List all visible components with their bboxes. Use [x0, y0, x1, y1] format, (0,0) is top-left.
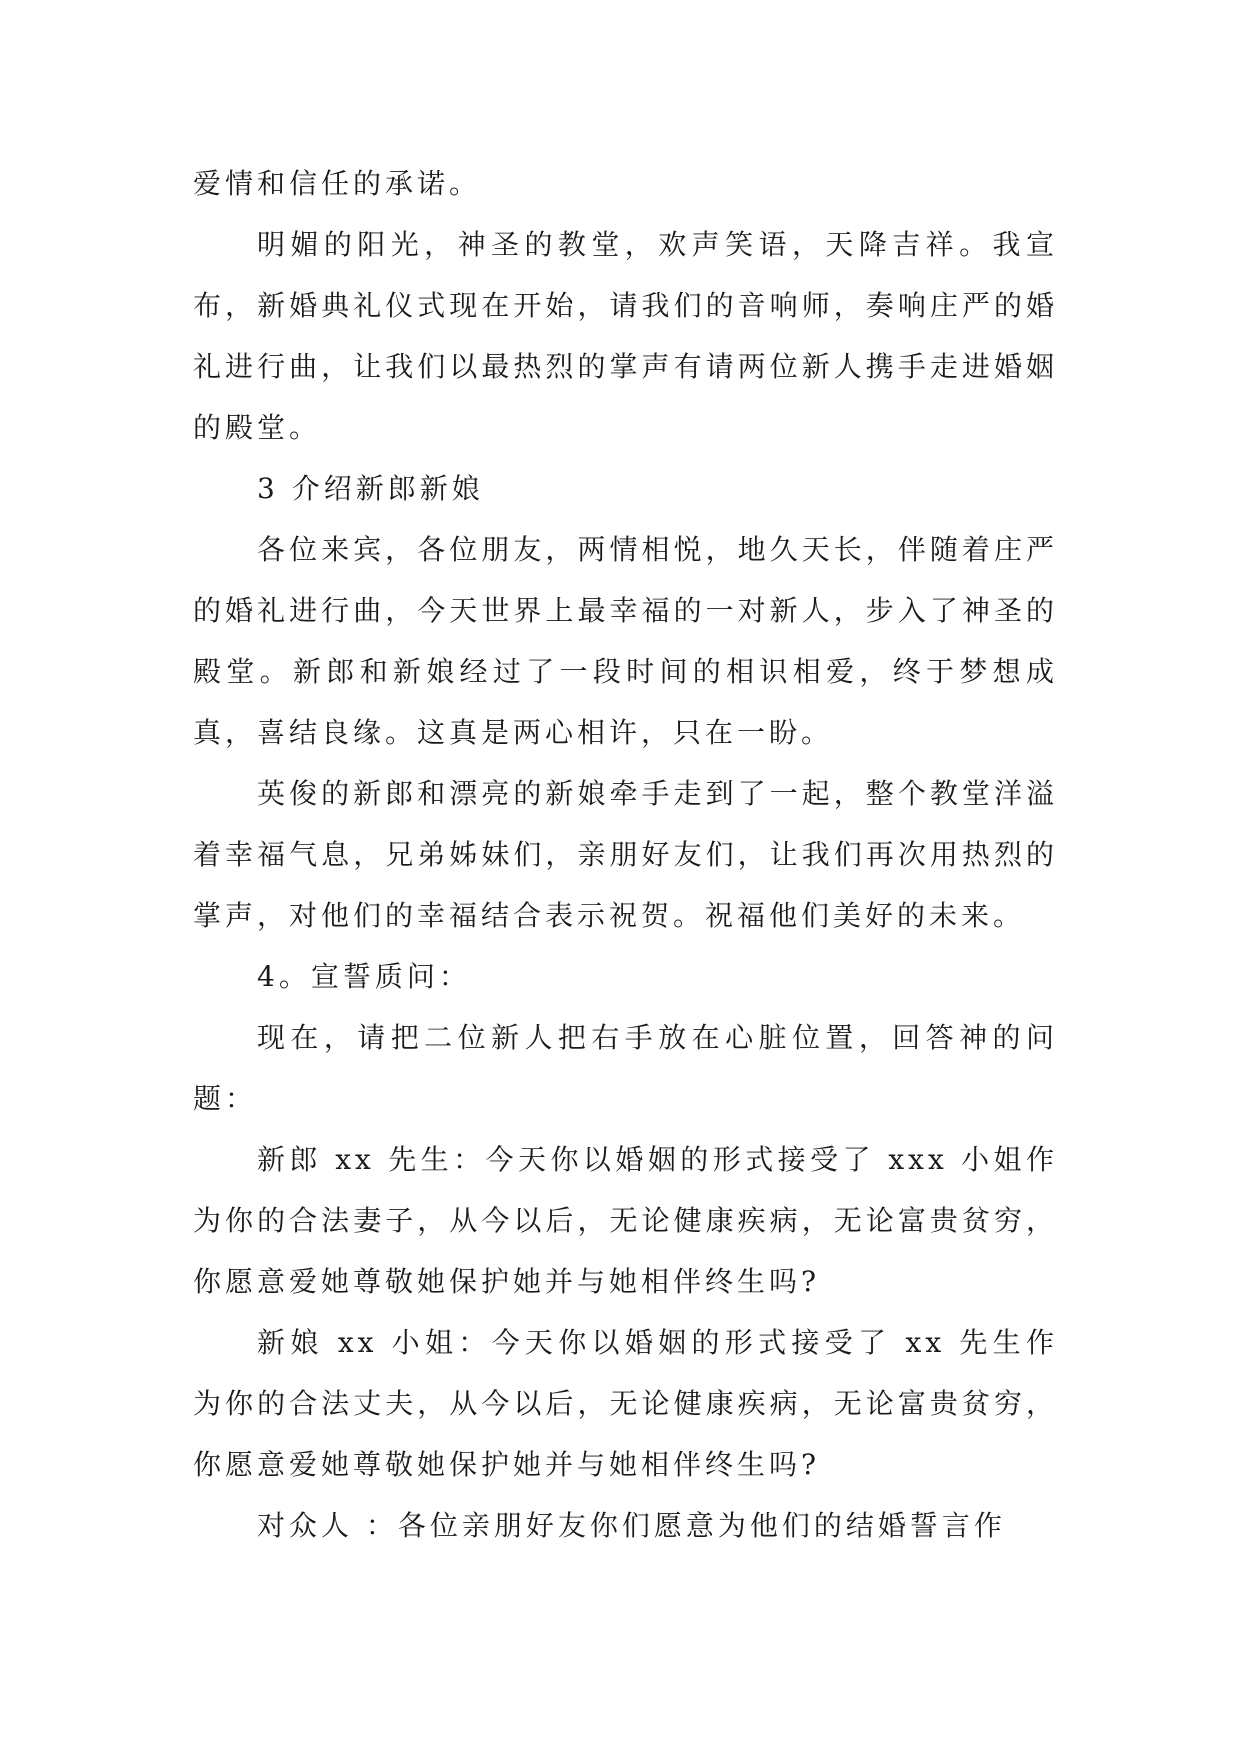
paragraph-5: 英俊的新郎和漂亮的新娘牵手走到了一起，整个教堂洋溢着幸福气息，兄弟姊妹们，亲朋好友们，让我们再次用热烈的掌声，对他们的幸福结合表示祝贺。祝福他们美好的未来。 [193, 777, 1058, 932]
paragraph-1: 爱情和信任的承诺。 [193, 167, 482, 200]
paragraph-2: 明媚的阳光，神圣的教堂，欢声笑语，天降吉祥。我宣布，新婚典礼仪式现在开始，请我们的音响师，奏响庄严的婚礼进行曲，让我们以最热烈的掌声有请两位新人携手走进婚姻的殿堂。 [193, 228, 1058, 444]
section-heading-introduce-couple: 3 介绍新郎新娘 [257, 472, 484, 505]
section-heading-vows: 4。宣誓质问： [257, 960, 471, 993]
groom-vow-paragraph: 新郎 xx 先生：今天你以婚姻的形式接受了 xxx 小姐作为你的合法妻子，从今以后，无论健康疾病，无论富贵贫穷，你愿意爱她尊敬她保护她并与她相伴终生吗? [193, 1143, 1058, 1298]
audience-paragraph: 对众人 ：各位亲朋好友你们愿意为他们的结婚誓言作 [257, 1509, 1006, 1542]
paragraph-4: 各位来宾，各位朋友，两情相悦，地久天长，伴随着庄严的婚礼进行曲，今天世界上最幸福的一对新人，步入了神圣的殿堂。新郎和新娘经过了一段时间的相识相爱，终于梦想成真，喜结良缘。这真是两心相许，只在一盼。 [193, 533, 1058, 749]
bride-vow-paragraph: 新娘 xx 小姐：今天你以婚姻的形式接受了 xx 先生作为你的合法丈夫，从今以后，无论健康疾病，无论富贵贫穷，你愿意爱她尊敬她保护她并与她相伴终生吗? [193, 1326, 1058, 1481]
document-body [193, 153, 1058, 1556]
paragraph-7: 现在，请把二位新人把右手放在心脏位置，回答神的问题： [193, 1021, 1058, 1115]
